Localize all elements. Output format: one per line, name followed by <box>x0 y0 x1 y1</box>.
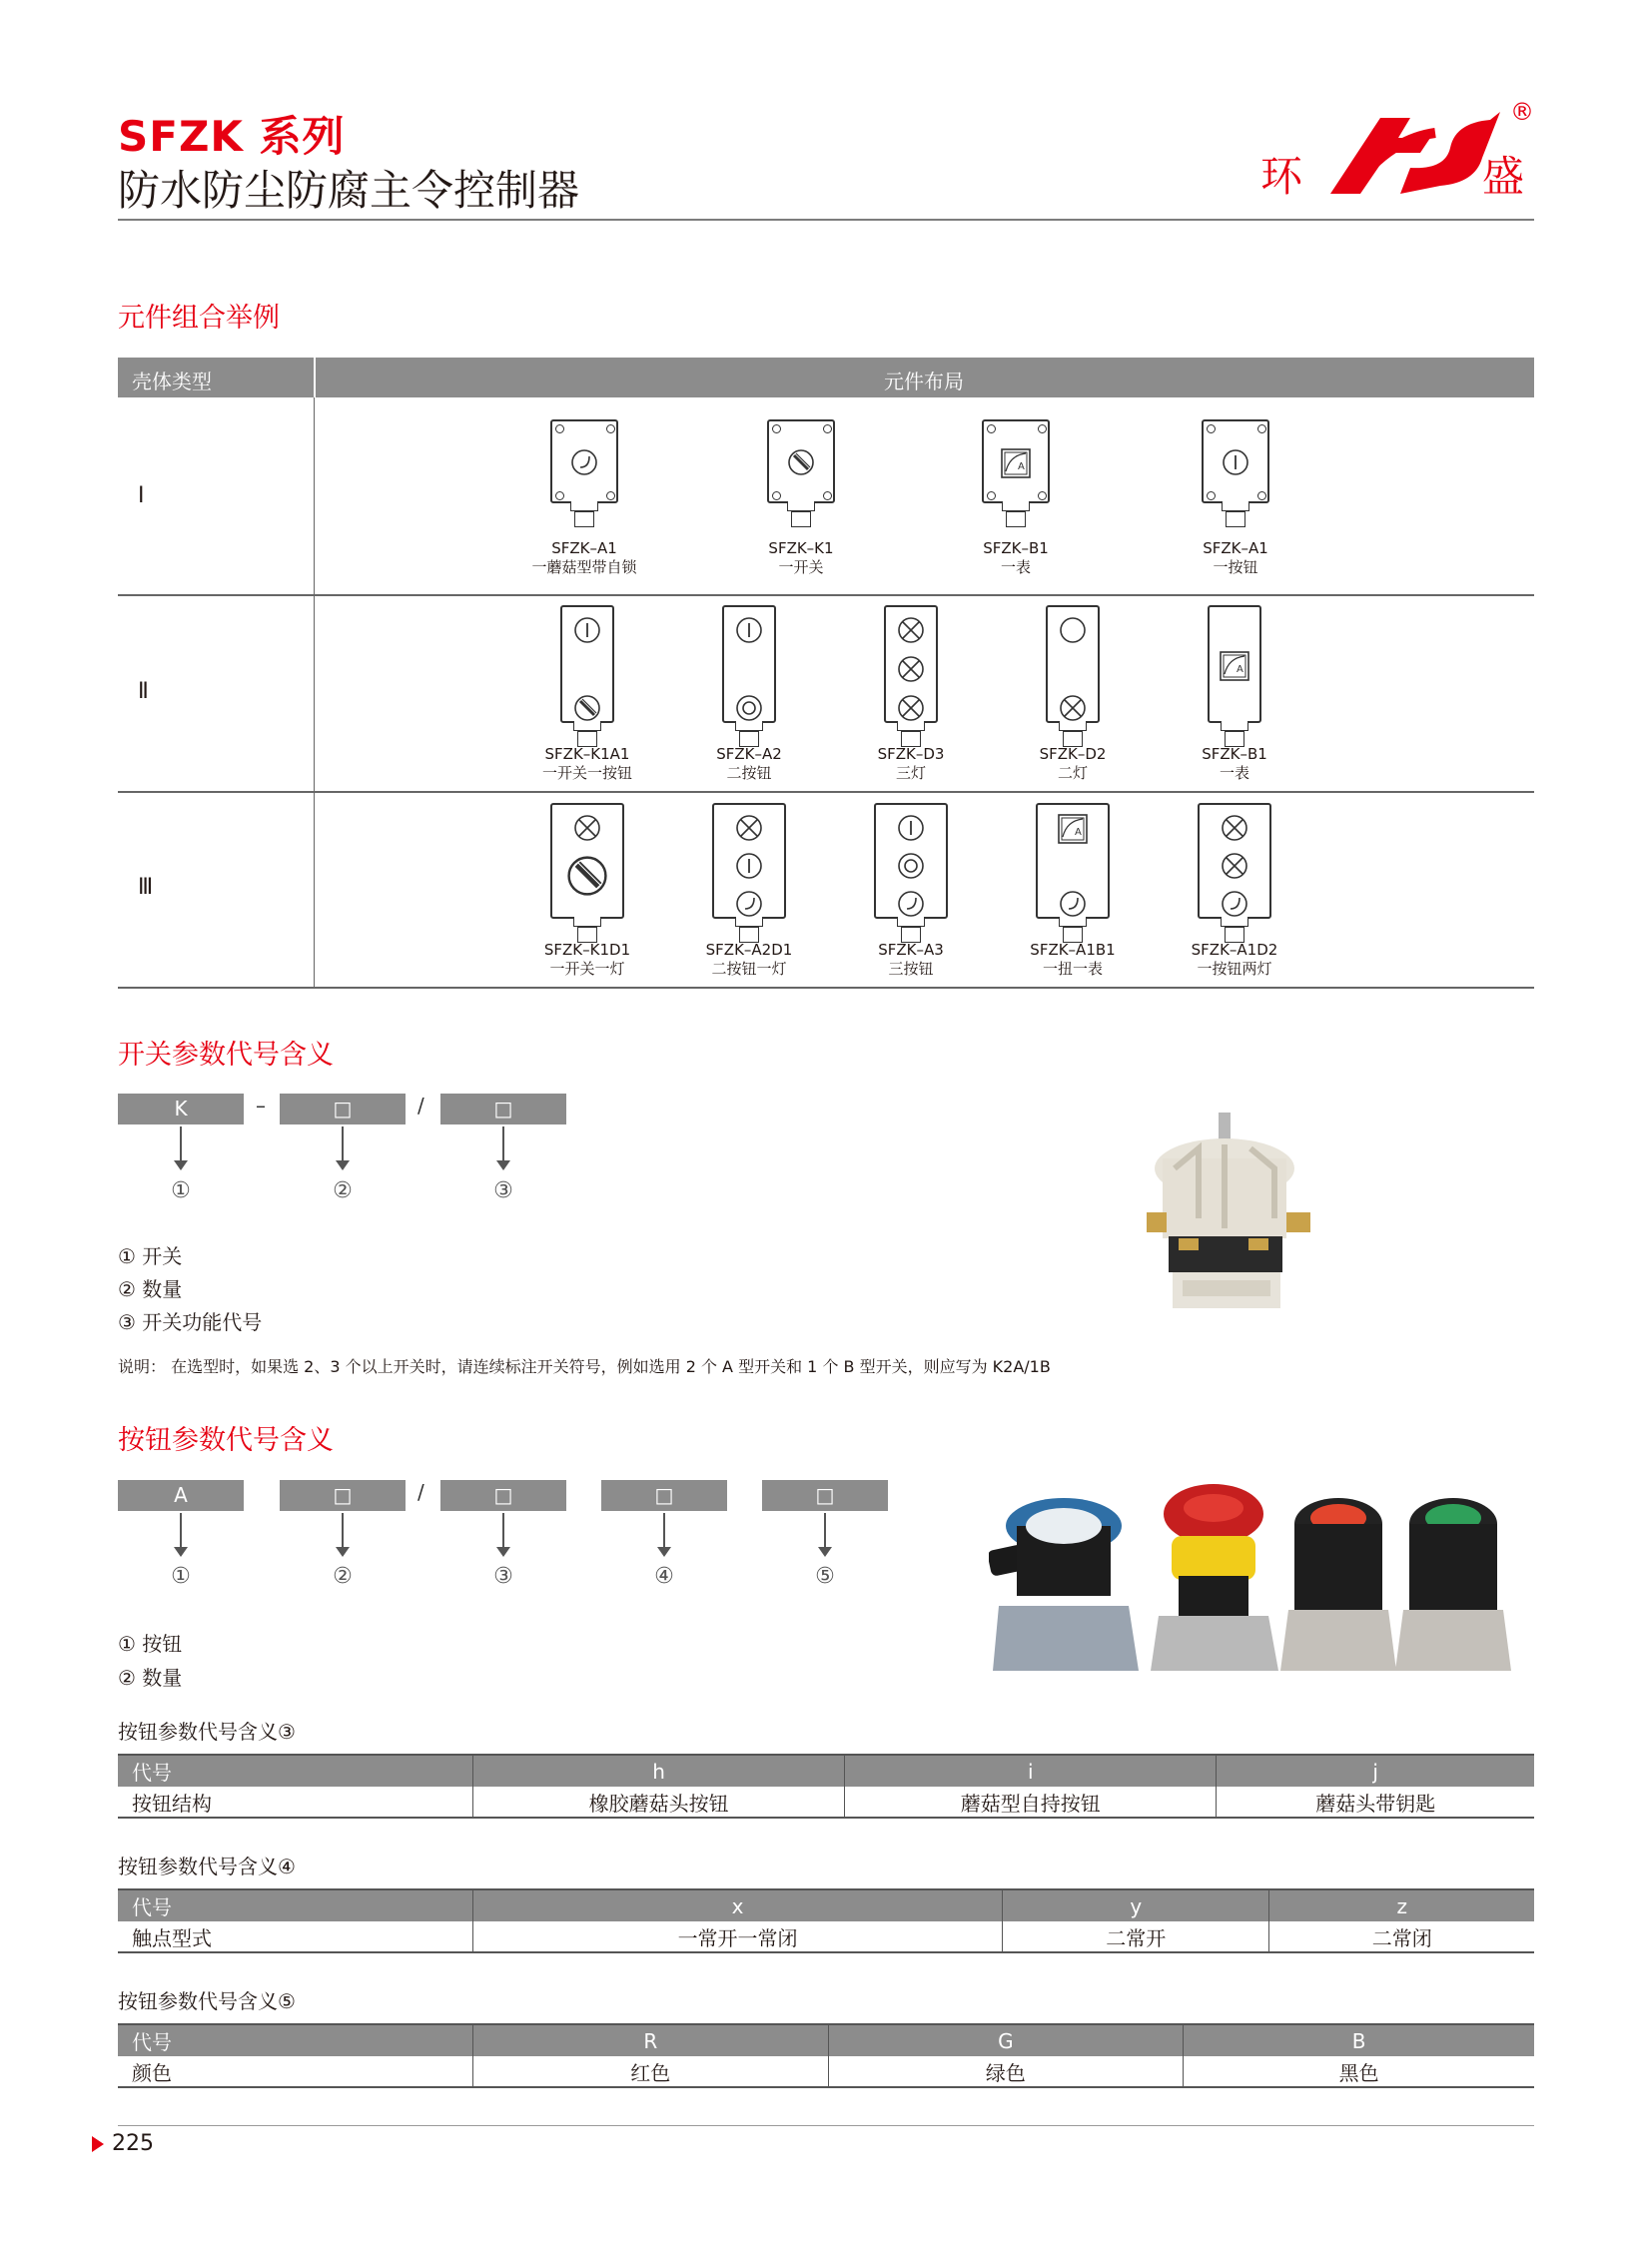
table-header-cell: j <box>1217 1755 1534 1787</box>
table-header-cell: y <box>1003 1889 1269 1921</box>
model-code: SFZK–B1 <box>1202 745 1267 763</box>
push-button-icon <box>896 851 926 885</box>
code-marker: ④ <box>654 1564 674 1589</box>
code-marker: ① <box>171 1178 191 1203</box>
cable-gland <box>573 721 601 731</box>
arrow-down-icon <box>502 1126 504 1162</box>
push-button-icon <box>572 615 602 649</box>
header-divider <box>118 219 1534 221</box>
meter-icon <box>1000 447 1032 483</box>
svg-text:A: A <box>1237 664 1243 675</box>
model-description: 一开关一按钮 <box>541 764 632 782</box>
enclosure-diagram <box>550 803 624 919</box>
legend-item: ① 按钮 <box>118 1632 183 1656</box>
legend-item: ① 开关 <box>118 1244 183 1268</box>
cable-gland <box>1222 501 1249 511</box>
row-divider <box>118 987 1534 989</box>
enclosure-diagram <box>1198 803 1271 919</box>
cable-gland <box>791 511 811 527</box>
param-table-title: 按钮参数代号含义③ <box>118 1720 296 1744</box>
cable-gland <box>1221 917 1248 927</box>
layout-table-header <box>118 358 1534 397</box>
header-col-divider <box>314 358 316 397</box>
arrow-down-icon <box>824 1513 826 1549</box>
model-code: SFZK–K1D1 <box>543 941 631 959</box>
model-code: SFZK–A3 <box>878 941 944 959</box>
meter-icon <box>1057 813 1089 849</box>
enclosure-diagram <box>874 803 948 919</box>
table-header-cell: 代号 <box>118 2024 473 2056</box>
code-separator: / <box>417 1094 424 1118</box>
code-box-quantity: □ <box>280 1480 406 1511</box>
table-cell: 蘑菇型自持按钮 <box>845 1787 1217 1818</box>
cable-gland <box>1059 917 1087 927</box>
enclosure-caption <box>664 941 834 979</box>
model-code: SFZK–K1 <box>768 539 834 557</box>
enclosure-diagram <box>550 419 618 503</box>
screw-icon <box>823 424 832 433</box>
indicator-lamp-icon <box>896 654 926 688</box>
arrow-down-icon <box>663 1513 665 1549</box>
legend-item: ③ 开关功能代号 <box>118 1310 263 1334</box>
code-marker: ③ <box>493 1178 513 1203</box>
page-number-text: 225 <box>112 2131 154 2156</box>
table-header-cell: 代号 <box>118 1889 473 1921</box>
arrow-down-icon <box>342 1513 344 1549</box>
table-cell: 颜色 <box>118 2056 473 2087</box>
code-box-contact: □ <box>601 1480 727 1511</box>
enclosure-diagram <box>767 419 835 503</box>
model-description: 三按钮 <box>888 960 934 978</box>
cable-gland <box>573 917 601 927</box>
selector-switch-icon <box>786 447 816 481</box>
param-table-contact <box>118 1888 1534 1953</box>
model-code: SFZK–A2 <box>716 745 782 763</box>
enclosure-caption <box>502 745 672 783</box>
row-label-type-1: Ⅰ <box>138 483 145 508</box>
row-divider <box>118 791 1534 793</box>
cable-gland <box>1059 721 1087 731</box>
code-box-quantity: □ <box>280 1094 406 1124</box>
enclosure-diagram <box>982 419 1050 503</box>
section-title-button-code: 按钮参数代号含义 <box>118 1425 334 1456</box>
push-button-icon <box>1058 615 1088 649</box>
screw-icon <box>772 424 781 433</box>
indicator-lamp-icon <box>896 615 926 649</box>
enclosure-diagram <box>560 605 614 723</box>
enclosure-caption <box>1150 941 1319 979</box>
section-title-switch-code: 开关参数代号含义 <box>118 1040 334 1071</box>
cable-gland <box>1221 721 1248 731</box>
cable-gland <box>570 501 598 511</box>
switch-product-photo <box>1139 1109 1318 1328</box>
model-code: SFZK–A1D2 <box>1191 941 1278 959</box>
model-code: SFZK–D3 <box>877 745 945 763</box>
brand-logo <box>1260 98 1540 208</box>
screw-icon <box>606 424 615 433</box>
code-marker: ⑤ <box>815 1564 835 1589</box>
model-description: 一开关一灯 <box>549 960 625 978</box>
cable-gland <box>1226 511 1245 527</box>
table-cell: 触点型式 <box>118 1921 473 1952</box>
table-header-cell: R <box>473 2024 829 2056</box>
model-description: 一蘑菇型带自锁 <box>531 558 637 576</box>
code-box-switch: K <box>118 1094 244 1124</box>
table-header-cell: z <box>1269 1889 1534 1921</box>
model-description: 一开关 <box>778 558 824 576</box>
enclosure-caption <box>826 745 996 783</box>
model-description: 三灯 <box>895 764 926 782</box>
model-description: 一扭一表 <box>1042 960 1103 978</box>
screw-icon <box>1038 424 1047 433</box>
cable-gland <box>1002 501 1030 511</box>
enclosure-diagram <box>1046 605 1100 723</box>
enclosure-caption <box>826 941 996 979</box>
enclosure-caption <box>931 539 1101 577</box>
screw-icon <box>987 491 996 500</box>
logo-char-left: 环 <box>1260 152 1303 201</box>
model-code: SFZK–A1 <box>551 539 617 557</box>
enclosure-caption <box>499 539 669 577</box>
table-cell: 按钮结构 <box>118 1787 473 1818</box>
model-code: SFZK–K1A1 <box>544 745 630 763</box>
table-header-cell: G <box>828 2024 1184 2056</box>
cable-gland <box>897 721 925 731</box>
svg-text:A: A <box>1018 461 1025 472</box>
indicator-lamp-icon <box>734 813 764 847</box>
push-button-icon <box>896 813 926 847</box>
model-description: 一按钮两灯 <box>1197 960 1272 978</box>
row-label-type-2: Ⅱ <box>138 679 149 704</box>
model-code: SFZK–A1B1 <box>1030 941 1116 959</box>
push-button-icon <box>734 615 764 649</box>
code-box-button: A <box>118 1480 244 1511</box>
model-code: SFZK–D2 <box>1039 745 1107 763</box>
table-header-cell: x <box>473 1889 1003 1921</box>
enclosure-diagram <box>1202 419 1269 503</box>
model-description: 二按钮 <box>726 764 772 782</box>
arrow-down-icon <box>180 1126 182 1162</box>
screw-icon <box>823 491 832 500</box>
screw-icon <box>1207 424 1216 433</box>
layout-table-vline <box>314 397 315 989</box>
model-description: 一按钮 <box>1213 558 1258 576</box>
arrow-down-icon <box>342 1126 344 1162</box>
enclosure-diagram <box>1208 605 1261 723</box>
enclosure-diagram <box>722 605 776 723</box>
table-header-cell: 代号 <box>118 1755 473 1787</box>
table-cell: 蘑菇头带钥匙 <box>1217 1787 1534 1818</box>
enclosure-caption <box>988 941 1158 979</box>
page-title: 防水防尘防腐主令控制器 <box>118 166 580 215</box>
enclosure-caption <box>1151 539 1320 577</box>
arrow-down-icon <box>180 1513 182 1549</box>
model-code: SFZK–A2D1 <box>705 941 793 959</box>
push-button-icon <box>569 447 599 481</box>
legend-item: ② 数量 <box>118 1277 183 1301</box>
model-code: SFZK–A1 <box>1203 539 1268 557</box>
enclosure-caption <box>1150 745 1319 783</box>
code-box-function: □ <box>440 1094 566 1124</box>
table-cell: 黑色 <box>1184 2056 1534 2087</box>
model-description: 一表 <box>1219 764 1249 782</box>
model-description: 二按钮一灯 <box>711 960 787 978</box>
row-divider <box>118 594 1534 596</box>
code-box-structure: □ <box>440 1480 566 1511</box>
screw-icon <box>1207 491 1216 500</box>
screw-icon <box>1257 491 1266 500</box>
screw-icon <box>772 491 781 500</box>
indicator-lamp-icon <box>572 813 602 847</box>
footer-divider <box>118 2125 1534 2126</box>
page-number <box>92 2131 154 2156</box>
screw-icon <box>555 491 564 500</box>
code-marker: ③ <box>493 1564 513 1589</box>
indicator-lamp-icon <box>1220 851 1249 885</box>
param-table-color <box>118 2023 1534 2088</box>
enclosure-caption <box>716 539 886 577</box>
model-code: SFZK–B1 <box>983 539 1049 557</box>
triangle-marker-icon <box>92 2136 104 2152</box>
push-button-icon <box>734 851 764 885</box>
arrow-down-icon <box>502 1513 504 1549</box>
code-separator: – <box>256 1094 266 1118</box>
cable-gland <box>735 917 763 927</box>
selection-note: 说明： 在选型时，如果选 2、3 个以上开关时，请连续标注开关符号，例如选用 2 个 A 型开关和 1 个 B 型开关，则应写为 K2A/1B <box>118 1357 1051 1376</box>
legend-item: ② 数量 <box>118 1666 183 1690</box>
col-enclosure-type: 壳体类型 <box>132 370 212 393</box>
enclosure-diagram <box>1036 803 1110 919</box>
code-marker: ① <box>171 1564 191 1589</box>
indicator-lamp-icon <box>1220 813 1249 847</box>
svg-text:A: A <box>1075 827 1082 838</box>
code-marker: ② <box>333 1564 353 1589</box>
table-cell: 一常开一常闭 <box>473 1921 1003 1952</box>
param-table-structure <box>118 1754 1534 1819</box>
button-products-photo <box>989 1476 1528 1686</box>
model-description: 一表 <box>1000 558 1031 576</box>
enclosure-caption <box>664 745 834 783</box>
logo-char-right: 盛 <box>1482 152 1525 201</box>
table-cell: 二常闭 <box>1269 1921 1534 1952</box>
table-cell: 二常开 <box>1003 1921 1269 1952</box>
code-separator: / <box>417 1480 424 1504</box>
table-header-cell: i <box>845 1755 1217 1787</box>
cable-gland <box>897 917 925 927</box>
enclosure-diagram <box>884 605 938 723</box>
model-description: 二灯 <box>1057 764 1088 782</box>
table-cell: 橡胶蘑菇头按钮 <box>473 1787 845 1818</box>
table-cell: 红色 <box>473 2056 829 2087</box>
section-title-combination: 元件组合举例 <box>118 303 280 334</box>
screw-icon <box>1038 491 1047 500</box>
push-button-icon <box>1221 447 1250 481</box>
series-title: SFZK 系列 <box>118 112 346 161</box>
table-header-cell: B <box>1184 2024 1534 2056</box>
enclosure-diagram <box>712 803 786 919</box>
registered-mark: ® <box>1510 98 1534 126</box>
enclosure-caption <box>988 745 1158 783</box>
screw-icon <box>987 424 996 433</box>
code-marker: ② <box>333 1178 353 1203</box>
table-cell: 绿色 <box>828 2056 1184 2087</box>
cable-gland <box>1006 511 1026 527</box>
cable-gland <box>735 721 763 731</box>
row-label-type-3: Ⅲ <box>138 875 154 900</box>
param-table-title: 按钮参数代号含义⑤ <box>118 1989 296 2013</box>
enclosure-caption <box>502 941 672 979</box>
table-header-cell: h <box>473 1755 845 1787</box>
col-element-layout: 元件布局 <box>884 370 964 393</box>
meter-icon <box>1219 650 1250 686</box>
code-box-color: □ <box>762 1480 888 1511</box>
screw-icon <box>606 491 615 500</box>
selector-switch-icon <box>564 853 610 903</box>
cable-gland <box>787 501 815 511</box>
screw-icon <box>555 424 564 433</box>
screw-icon <box>1257 424 1266 433</box>
param-table-title: 按钮参数代号含义④ <box>118 1855 296 1878</box>
cable-gland <box>574 511 594 527</box>
